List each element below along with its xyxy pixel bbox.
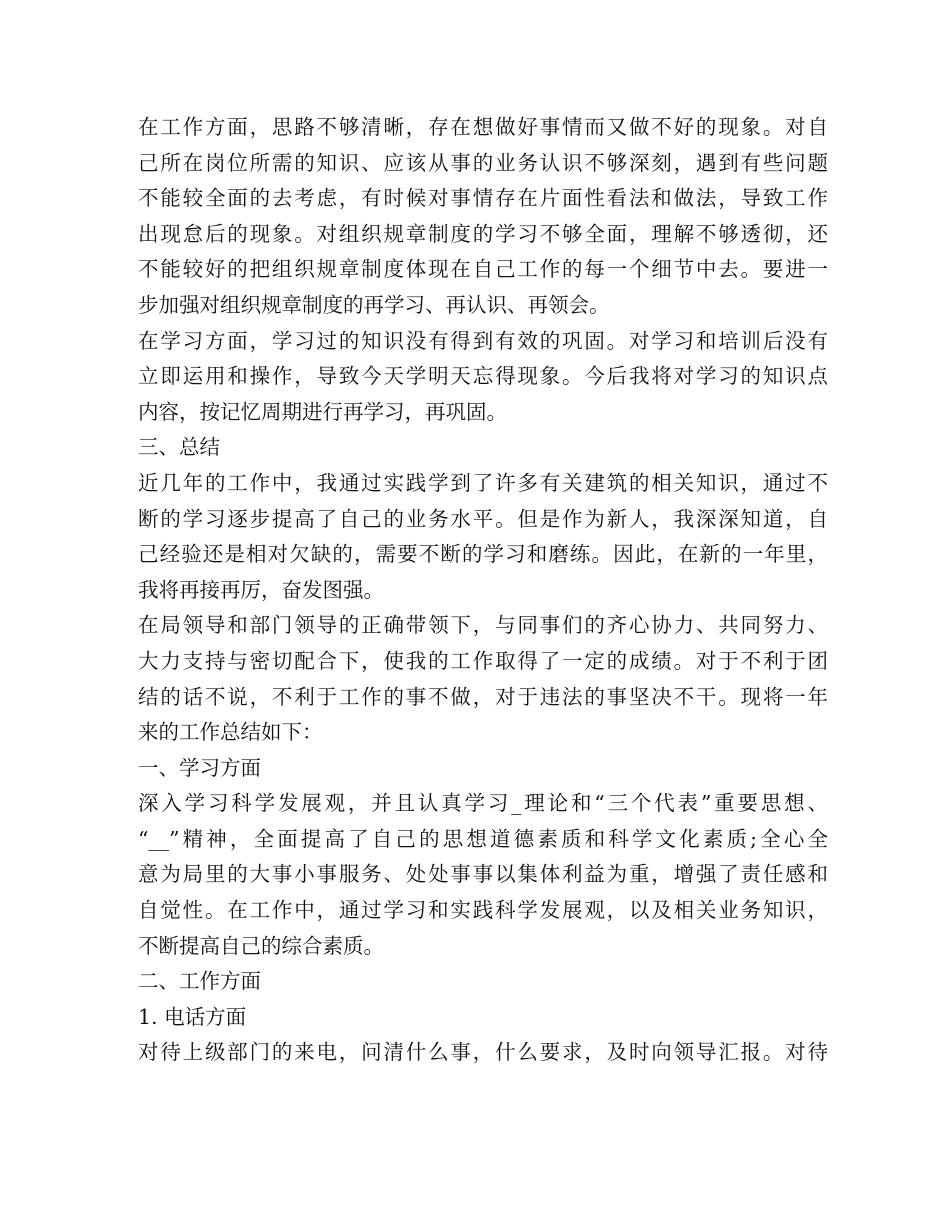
text-line: 自觉性。在工作中，通过学习和实践科学发展观，以及相关业务知识， [138, 898, 828, 923]
subheading-phone [138, 1000, 828, 1036]
text-line: 不断提高自己的综合素质。 [138, 933, 384, 958]
paragraph-study-shortcomings [138, 324, 828, 431]
paragraph-study [138, 786, 828, 964]
section-heading-work [138, 964, 828, 1000]
text-line: 来的工作总结如下： [138, 720, 323, 745]
text-line: 二、工作方面 [138, 969, 261, 994]
text-line: 不能较全面的去考虑，有时候对事情存在片面性看法和做法，导致工作 [138, 186, 828, 211]
paragraph-phone [138, 1035, 828, 1071]
text-line: 结的话不说，不利于工作的事不做，对于违法的事坚决不干。现将一年 [138, 684, 828, 709]
text-line: 不能较好的把组织规章制度体现在自己工作的每一个细节中去。要进一 [138, 257, 828, 282]
section-heading-study [138, 751, 828, 787]
text-line: 己所在岗位所需的知识、应该从事的业务认识不够深刻，遇到有些问题 [138, 150, 828, 175]
text-line: 意为局里的大事小事服务、处处事事以集体利益为重，增强了责任感和 [138, 862, 828, 887]
section-heading-summary [138, 430, 828, 466]
text-line: 三、总结 [138, 435, 220, 460]
text-line: 深入学习科学发展观，并且认真学习_理论和“三个代表”重要思想、 [138, 791, 828, 816]
text-line: 在工作方面，思路不够清晰，存在想做好事情而又做不好的现象。对自 [138, 115, 828, 139]
text-line: 出现怠后的现象。对组织规章制度的学习不够全面，理解不够透彻，还 [138, 221, 828, 246]
text-line: 大力支持与密切配合下，使我的工作取得了一定的成绩。对于不利于团 [138, 648, 828, 673]
text-line: 我将再接再厉，奋发图强。 [138, 577, 384, 602]
text-line: 在局领导和部门领导的正确带领下，与同事们的齐心协力、共同努力、 [138, 613, 828, 638]
text-line: 立即运用和操作，导致今天学明天忘得现象。今后我将对学习的知识点 [138, 364, 828, 389]
paragraph-work-shortcomings [138, 110, 828, 324]
text-line: 1. 电话方面 [138, 1004, 247, 1029]
paragraph-summary [138, 466, 828, 608]
text-line: 近几年的工作中，我通过实践学到了许多有关建筑的相关知识，通过不 [138, 470, 828, 495]
text-line: 一、学习方面 [138, 755, 261, 780]
text-line: 步加强对组织规章制度的再学习、再认识、再领会。 [138, 292, 610, 317]
paragraph-intro [138, 608, 828, 750]
text-line: 对待上级部门的来电，问清什么事，什么要求，及时向领导汇报。对待 [138, 1040, 828, 1065]
document-page [138, 110, 828, 1071]
text-line: 在学习方面，学习过的知识没有得到有效的巩固。对学习和培训后没有 [138, 328, 828, 353]
text-line: 内容，按记忆周期进行再学习，再巩固。 [138, 399, 507, 424]
text-line: 断的学习逐步提高了自己的业务水平。但是作为新人，我深深知道，自 [138, 506, 828, 531]
text-line: “__”精神，全面提高了自己的思想道德素质和科学文化素质;全心全 [138, 826, 828, 851]
text-line: 己经验还是相对欠缺的，需要不断的学习和磨练。因此，在新的一年里， [138, 542, 828, 567]
